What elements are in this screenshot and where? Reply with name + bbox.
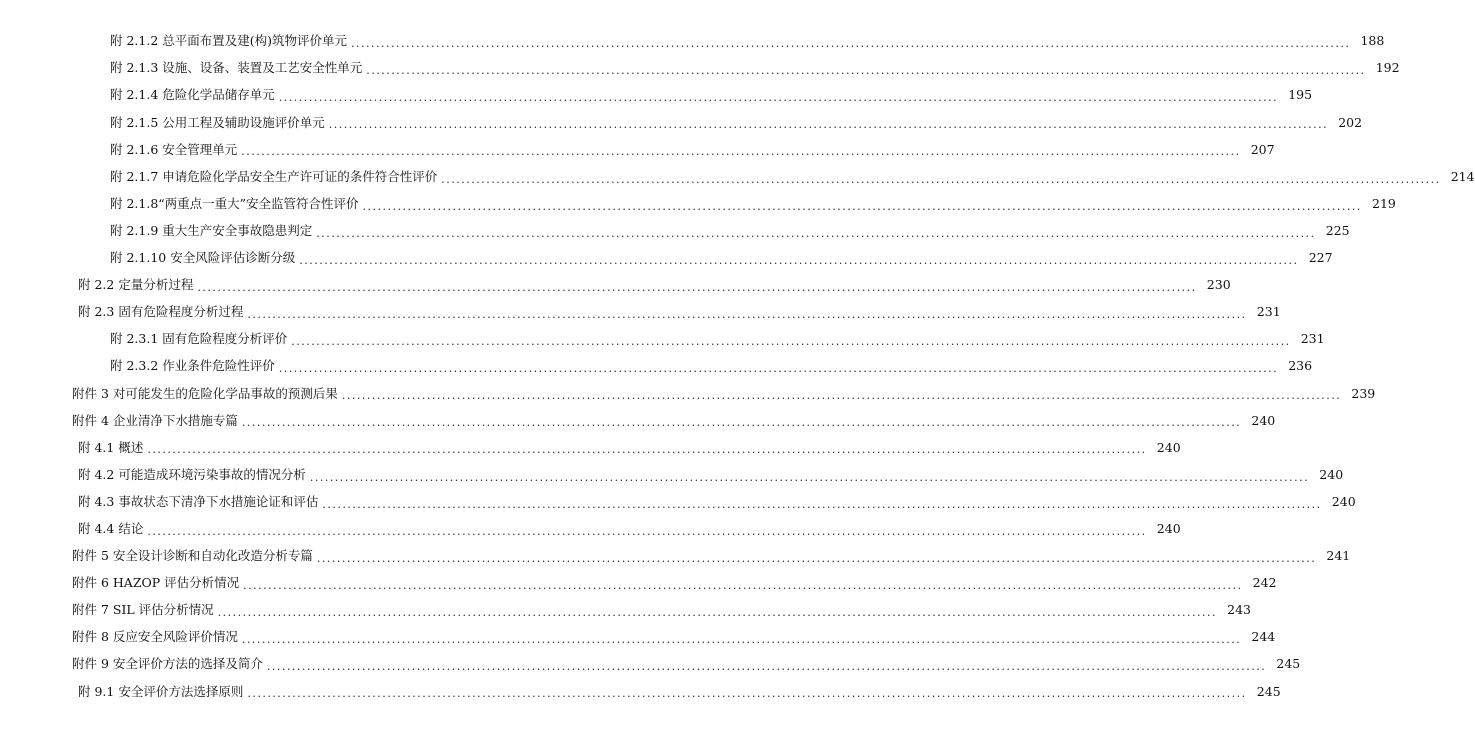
toc-entry-title: 附 2.1.8“两重点一重大”安全监管符合性评价 xyxy=(110,195,359,211)
dot-leader: ........................................................................................................................................................................................................ xyxy=(316,226,1316,240)
toc-entry[interactable] xyxy=(0,136,1275,163)
toc-entry[interactable] xyxy=(0,326,1325,353)
toc-entry-page-number: 219 xyxy=(1372,195,1396,211)
dot-leader: ........................................................................................................................................................................................................ xyxy=(299,253,1299,267)
toc-entry-title: 附 4.3 事故状态下清净下水措施论证和评估 xyxy=(78,493,319,509)
dot-leader: ........................................................................................................................................................................................................ xyxy=(243,578,1243,592)
toc-entry-page-number: 231 xyxy=(1256,304,1281,320)
toc-entry-title: 附 2.1.3 设施、设备、装置及工艺安全性单元 xyxy=(110,60,363,76)
toc-entry-page-number: 188 xyxy=(1360,33,1385,49)
dot-leader: ........................................................................................................................................................................................................ xyxy=(147,524,1147,538)
toc-entry-page-number: 243 xyxy=(1227,602,1252,618)
toc-entry[interactable] xyxy=(0,109,1363,136)
toc-entry[interactable] xyxy=(0,55,1400,82)
toc-entry-title: 附 2.2 定量分析过程 xyxy=(78,277,194,293)
dot-leader: ........................................................................................................................................................................................................ xyxy=(322,497,1322,511)
toc-entry-title: 附件 6 HAZOP 评估分析情况 xyxy=(72,575,240,591)
toc-entry-page-number: 240 xyxy=(1251,412,1276,428)
toc-entry-page-number: 227 xyxy=(1308,250,1333,266)
dot-leader: ........................................................................................................................................................................................................ xyxy=(351,37,1351,51)
toc-entry-title: 附件 4 企业清净下水措施专篇 xyxy=(72,412,238,428)
toc-entry-page-number: 245 xyxy=(1276,656,1301,672)
toc-entry[interactable] xyxy=(0,163,1475,190)
table-of-contents xyxy=(0,28,1475,705)
dot-leader: ........................................................................................................................................................................................................ xyxy=(278,91,1279,105)
dot-leader: ........................................................................................................................................................................................................ xyxy=(247,687,1247,701)
toc-entry-title: 附件 9 安全评价方法的选择及简介 xyxy=(72,656,263,672)
toc-entry-page-number: 244 xyxy=(1251,629,1276,645)
toc-entry[interactable] xyxy=(0,516,1181,543)
dot-leader: ........................................................................................................................................................................................................ xyxy=(241,416,1242,430)
dot-leader: ........................................................................................................................................................................................................ xyxy=(147,443,1147,457)
toc-entry-page-number: 195 xyxy=(1288,87,1313,103)
dot-leader: ........................................................................................................................................................................................................ xyxy=(366,64,1366,78)
toc-entry-title: 附 4.1 概述 xyxy=(78,439,144,455)
dot-leader: ........................................................................................................................................................................................................ xyxy=(362,199,1362,213)
toc-entry-page-number: 240 xyxy=(1156,520,1181,536)
toc-entry-page-number: 240 xyxy=(1331,493,1356,509)
toc-entry-title: 附 2.1.2 总平面布置及建(构)筑物评价单元 xyxy=(110,33,348,49)
toc-entry-page-number: 202 xyxy=(1338,114,1363,130)
toc-entry[interactable] xyxy=(0,299,1281,326)
toc-entry-title: 附 4.2 可能造成环境污染事故的情况分析 xyxy=(78,466,306,482)
toc-entry-title: 附 2.3 固有危险程度分析过程 xyxy=(78,304,244,320)
dot-leader: ........................................................................................................................................................................................................ xyxy=(328,118,1329,132)
toc-entry-page-number: 214 xyxy=(1450,168,1475,184)
toc-entry-title: 附 2.1.6 安全管理单元 xyxy=(110,141,238,157)
toc-entry-page-number: 240 xyxy=(1156,439,1181,455)
toc-entry[interactable] xyxy=(0,245,1333,272)
toc-entry[interactable] xyxy=(0,28,1385,55)
dot-leader: ........................................................................................................................................................................................................ xyxy=(241,145,1241,159)
toc-entry-page-number: 242 xyxy=(1252,575,1277,591)
dot-leader: ........................................................................................................................................................................................................ xyxy=(266,660,1267,674)
toc-entry-title: 附件 8 反应安全风险评价情况 xyxy=(72,629,238,645)
toc-entry-title: 附 2.1.9 重大生产安全事故隐患判定 xyxy=(110,222,313,238)
toc-entry[interactable] xyxy=(0,489,1356,516)
toc-entry[interactable] xyxy=(0,624,1276,651)
toc-entry[interactable] xyxy=(0,678,1281,705)
toc-entry-page-number: 225 xyxy=(1325,222,1350,238)
toc-entry-page-number: 207 xyxy=(1250,141,1275,157)
toc-entry[interactable] xyxy=(0,597,1252,624)
toc-entry[interactable] xyxy=(0,218,1350,245)
toc-entry-title: 附 2.1.5 公用工程及辅助设施评价单元 xyxy=(110,114,325,130)
toc-entry-page-number: 239 xyxy=(1351,385,1376,401)
dot-leader: ........................................................................................................................................................................................................ xyxy=(217,606,1218,620)
toc-entry-title: 附 2.1.7 申请危险化学品安全生产许可证的条件符合性评价 xyxy=(110,168,438,184)
toc-entry-page-number: 240 xyxy=(1319,466,1344,482)
dot-leader: ........................................................................................................................................................................................................ xyxy=(241,633,1242,647)
dot-leader: ........................................................................................................................................................................................................ xyxy=(341,389,1342,403)
toc-entry-title: 附件 5 安全设计诊断和自动化改造分析专篇 xyxy=(72,548,313,564)
toc-entry[interactable] xyxy=(0,353,1313,380)
dot-leader: ........................................................................................................................................................................................................ xyxy=(197,280,1197,294)
toc-entry[interactable] xyxy=(0,651,1301,678)
toc-entry[interactable] xyxy=(0,407,1276,434)
dot-leader: ........................................................................................................................................................................................................ xyxy=(316,551,1317,565)
toc-entry-title: 附 2.1.10 安全风险评估诊断分级 xyxy=(110,250,296,266)
toc-entry[interactable] xyxy=(0,570,1277,597)
toc-entry-title: 附 2.3.1 固有危险程度分析评价 xyxy=(110,331,288,347)
dot-leader: ........................................................................................................................................................................................................ xyxy=(278,362,1279,376)
toc-entry-page-number: 230 xyxy=(1206,277,1231,293)
toc-entry-title: 附件 3 对可能发生的危险化学品事故的预测后果 xyxy=(72,385,338,401)
dot-leader: ........................................................................................................................................................................................................ xyxy=(291,335,1291,349)
toc-entry-page-number: 192 xyxy=(1375,60,1400,76)
toc-entry-title: 附件 7 SIL 评估分析情况 xyxy=(72,602,214,618)
toc-entry[interactable] xyxy=(0,272,1231,299)
toc-entry-title: 附 2.3.2 作业条件危险性评价 xyxy=(110,358,275,374)
toc-entry[interactable] xyxy=(0,82,1313,109)
toc-entry-title: 附 4.4 结论 xyxy=(78,520,144,536)
toc-entry[interactable] xyxy=(0,191,1396,218)
toc-entry[interactable] xyxy=(0,462,1344,489)
toc-entry[interactable] xyxy=(0,543,1351,570)
toc-entry-title: 附 2.1.4 危险化学品储存单元 xyxy=(110,87,275,103)
dot-leader: ........................................................................................................................................................................................................ xyxy=(441,172,1441,186)
dot-leader: ........................................................................................................................................................................................................ xyxy=(247,307,1247,321)
toc-entry-page-number: 236 xyxy=(1288,358,1313,374)
toc-entry-page-number: 241 xyxy=(1326,548,1351,564)
toc-entry-page-number: 231 xyxy=(1300,331,1325,347)
toc-entry-page-number: 245 xyxy=(1256,683,1281,699)
toc-entry[interactable] xyxy=(0,380,1376,407)
dot-leader: ........................................................................................................................................................................................................ xyxy=(309,470,1310,484)
toc-entry[interactable] xyxy=(0,434,1181,461)
toc-entry-title: 附 9.1 安全评价方法选择原则 xyxy=(78,683,244,699)
